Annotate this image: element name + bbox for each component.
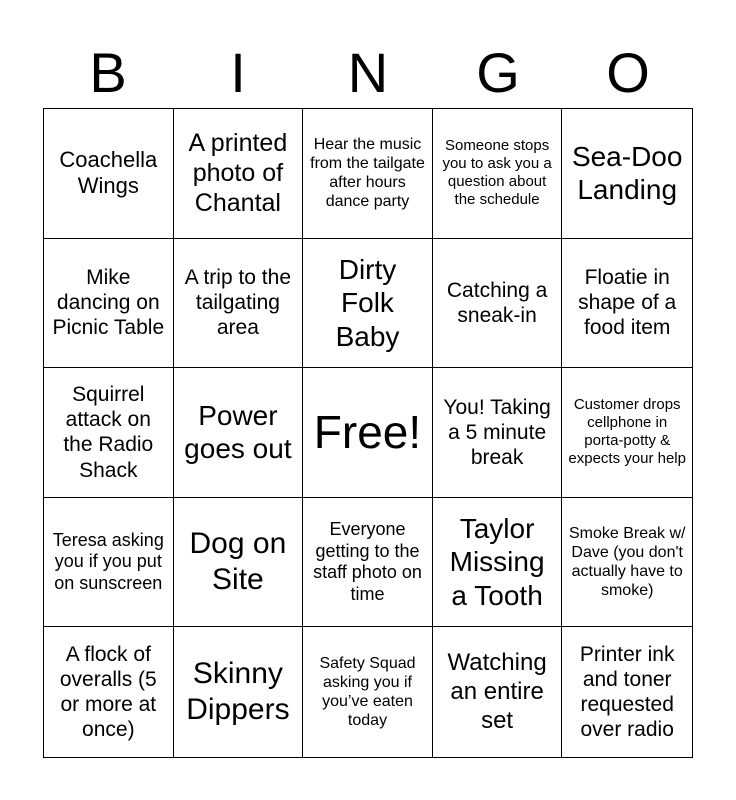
bingo-cell[interactable]: [44, 498, 174, 628]
cell-label: Dog on Site: [189, 527, 287, 597]
bingo-cell[interactable]: [174, 368, 304, 498]
bingo-cell[interactable]: [562, 368, 692, 498]
bingo-cell[interactable]: [433, 239, 563, 369]
cell-label: Dirty Folk Baby: [335, 253, 400, 352]
free-space-cell[interactable]: [303, 368, 433, 498]
bingo-cell[interactable]: [174, 498, 304, 628]
header-letter-g: G: [476, 41, 520, 104]
cell-label: A flock of overalls (5 or more at once): [59, 642, 157, 742]
header-letter-i: I: [230, 41, 246, 104]
bingo-cell[interactable]: [433, 109, 563, 239]
bingo-cell[interactable]: [433, 498, 563, 628]
bingo-cell[interactable]: [303, 239, 433, 369]
cell-label: A printed photo of Chantal: [188, 129, 288, 218]
header-letter-o: O: [606, 41, 650, 104]
bingo-cell[interactable]: [174, 109, 304, 239]
cell-label: Catching a sneak-in: [446, 278, 548, 327]
bingo-header: [43, 38, 693, 108]
header-letter-b: B: [89, 41, 127, 104]
bingo-cell[interactable]: [303, 498, 433, 628]
bingo-cell[interactable]: [562, 239, 692, 369]
bingo-cell[interactable]: [44, 239, 174, 369]
cell-label: Floatie in shape of a food item: [578, 266, 677, 340]
cell-label: Power goes out: [184, 399, 292, 465]
bingo-cell[interactable]: [174, 239, 304, 369]
cell-label: A trip to the tailgating area: [184, 266, 291, 340]
cell-label: Skinny Dippers: [186, 657, 290, 727]
cell-label: Someone stops you to ask you a question about the schedule: [442, 137, 552, 209]
free-space-label: Free!: [313, 405, 422, 458]
bingo-cell[interactable]: [44, 368, 174, 498]
cell-label: Customer drops cellphone in porta-potty & expects your help: [568, 396, 686, 468]
bingo-cell[interactable]: [303, 627, 433, 757]
cell-label: Safety Squad asking you if you’ve eaten today: [319, 654, 416, 730]
bingo-cell[interactable]: [44, 109, 174, 239]
cell-label: Mike dancing on Picnic Table: [52, 266, 165, 340]
cell-label: Teresa asking you if you put on sunscreen: [52, 529, 164, 593]
bingo-cell[interactable]: [303, 109, 433, 239]
cell-label: Sea-Doo Landing: [571, 140, 683, 206]
cell-label: Squirrel attack on the Radio Shack: [63, 383, 154, 482]
bingo-cell[interactable]: [174, 627, 304, 757]
bingo-cell[interactable]: [433, 627, 563, 757]
bingo-cell[interactable]: [562, 498, 692, 628]
bingo-cell[interactable]: [562, 627, 692, 757]
cell-label: You! Taking a 5 minute break: [443, 395, 551, 470]
bingo-board: [43, 108, 693, 758]
bingo-cell[interactable]: [44, 627, 174, 757]
cell-label: Smoke Break w/ Dave (you don't actually have to smoke): [568, 524, 686, 600]
bingo-cell[interactable]: [433, 368, 563, 498]
cell-label: Everyone getting to the staff photo on time: [313, 518, 422, 604]
cell-label: Watching an entire set: [447, 649, 547, 734]
cell-label: Coachella Wings: [59, 146, 158, 199]
cell-label: Hear the music from the tailgate after hours dance party: [310, 135, 425, 211]
header-letter-n: N: [347, 41, 389, 104]
cell-label: Taylor Missing a Tooth: [449, 512, 545, 611]
cell-label: Printer ink and toner requested over radio: [579, 642, 675, 742]
bingo-cell[interactable]: [562, 109, 692, 239]
